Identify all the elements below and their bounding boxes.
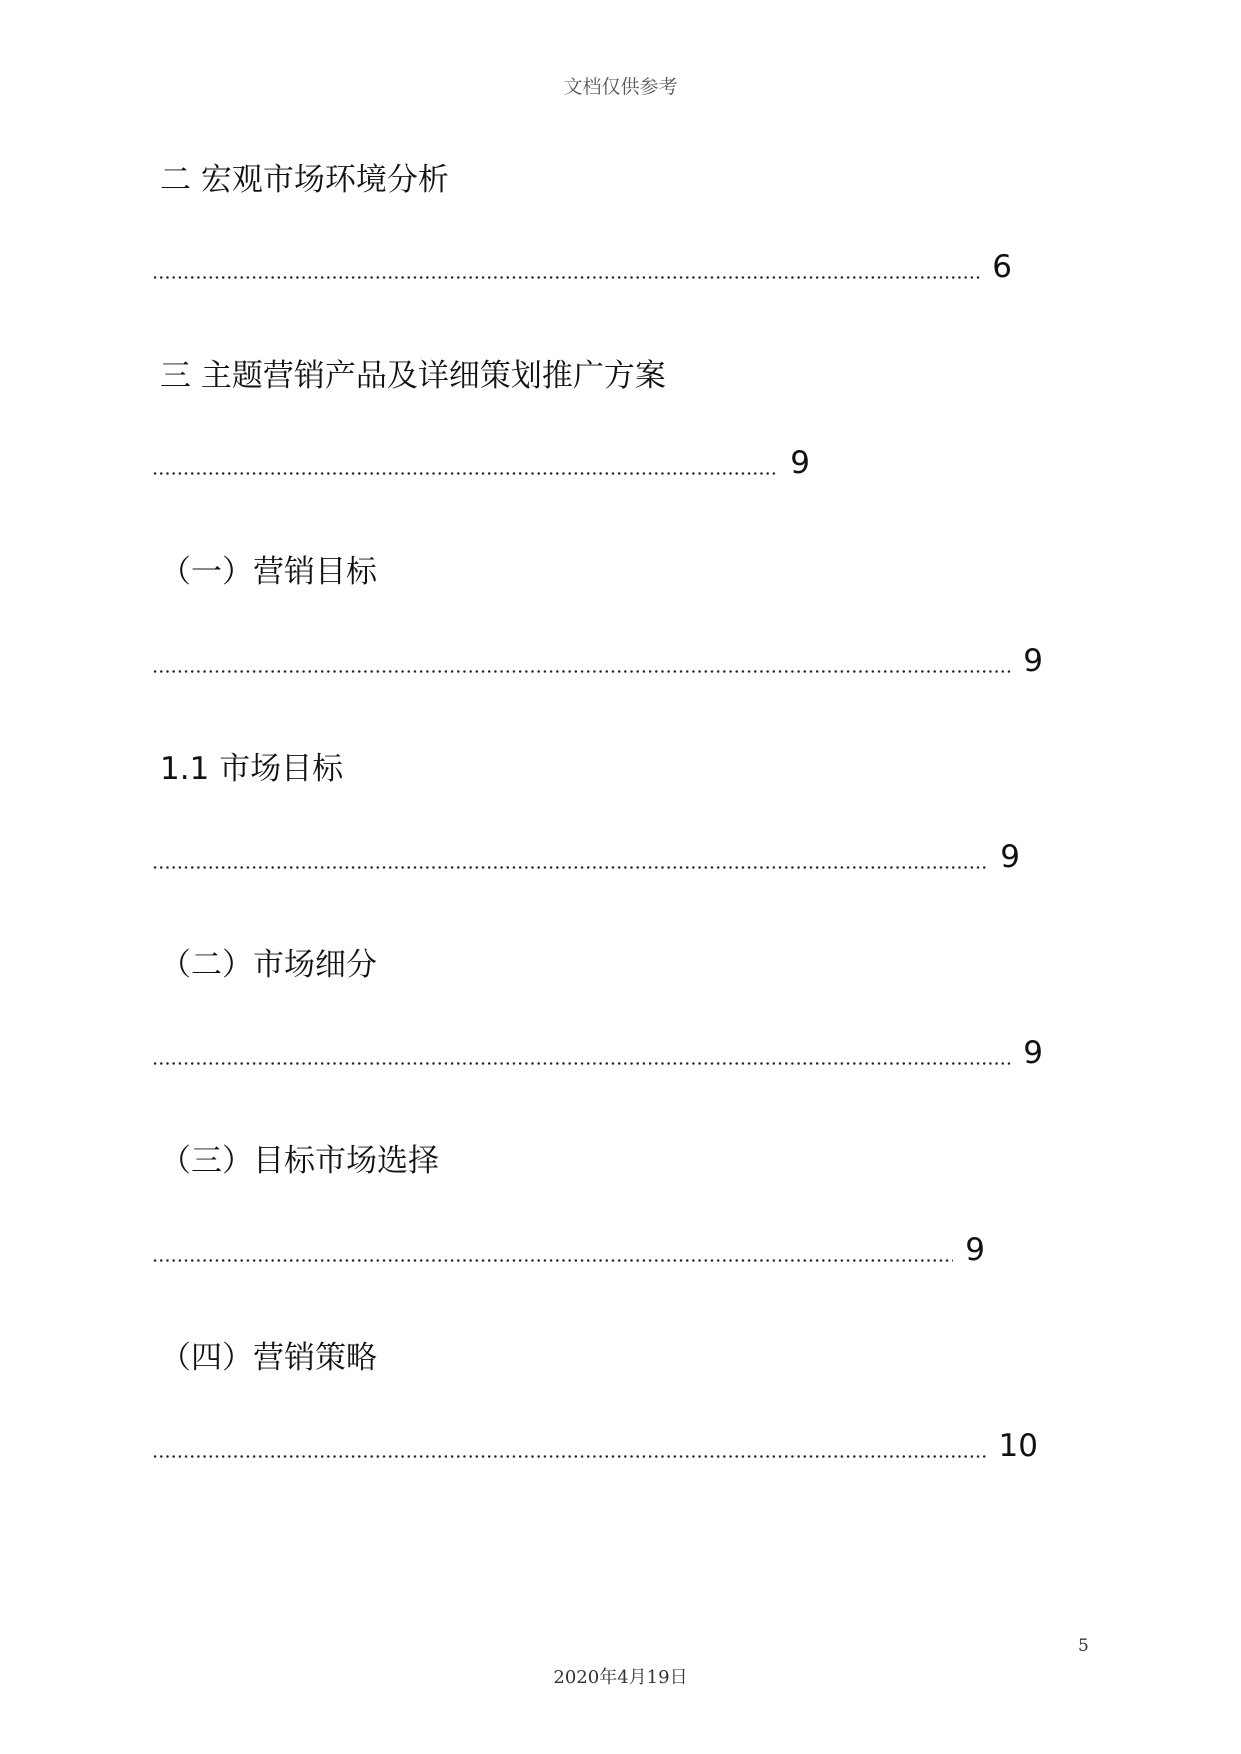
dot-leader <box>152 641 1015 681</box>
toc-entry-leader[interactable] <box>152 443 810 483</box>
page-number: 5 <box>1078 1636 1089 1656</box>
toc-entry-page: 9 <box>1023 643 1043 679</box>
toc-entry-title[interactable]: （四）营销策略 <box>160 1340 377 1376</box>
toc-entry-title[interactable]: 1.1 市场目标 <box>160 751 344 787</box>
toc-entry-leader[interactable] <box>152 641 1043 681</box>
toc-entry-leader[interactable] <box>152 247 1012 287</box>
toc-entry-page: 10 <box>998 1428 1038 1464</box>
toc-entry-title[interactable]: （二）市场细分 <box>160 947 377 983</box>
page-footer-date: 2020年4月19日 <box>553 1667 688 1688</box>
toc-entry-title[interactable]: （一）营销目标 <box>160 554 377 590</box>
toc-entry-page: 9 <box>790 445 810 481</box>
toc-entry-page: 9 <box>965 1232 985 1268</box>
dot-leader <box>152 837 992 877</box>
toc-entry-leader[interactable] <box>152 1426 1038 1466</box>
dot-leader <box>152 1033 1015 1073</box>
toc-entry-page: 6 <box>992 249 1012 285</box>
dot-leader <box>152 1426 991 1466</box>
toc-entry-title[interactable]: 二 宏观市场环境分析 <box>160 162 449 198</box>
toc-entry-leader[interactable] <box>152 837 1020 877</box>
toc-entry-leader[interactable] <box>152 1230 985 1270</box>
page-header: 文档仅供参考 <box>563 76 678 98</box>
toc-entry-page: 9 <box>1000 839 1020 875</box>
toc-entry-leader[interactable] <box>152 1033 1043 1073</box>
toc-entry-title[interactable]: （三）目标市场选择 <box>160 1143 439 1179</box>
dot-leader <box>152 1230 957 1270</box>
dot-leader <box>152 247 984 287</box>
dot-leader <box>152 443 782 483</box>
toc-entry-title[interactable]: 三 主题营销产品及详细策划推广方案 <box>160 358 666 394</box>
toc-entry-page: 9 <box>1023 1035 1043 1071</box>
